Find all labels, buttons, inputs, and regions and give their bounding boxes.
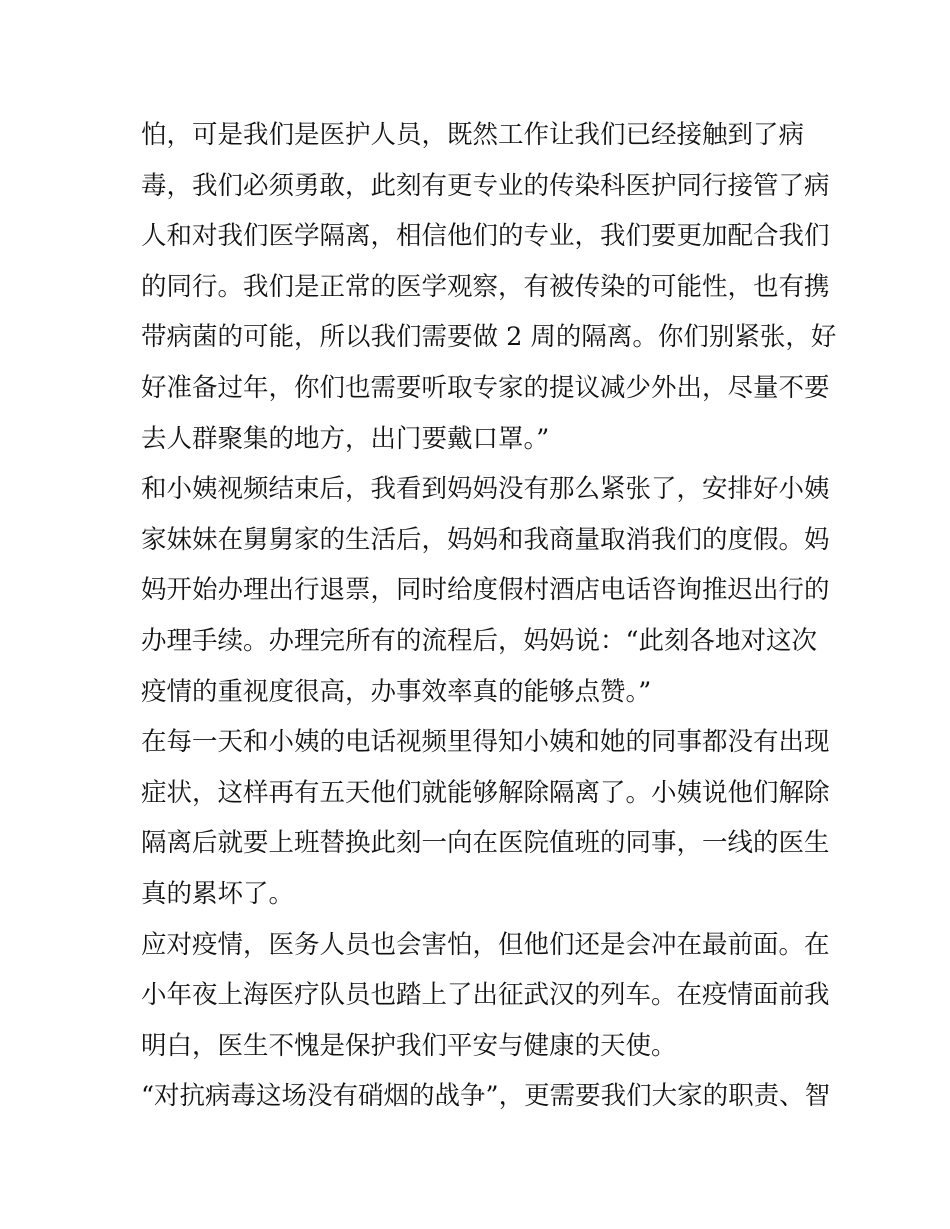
text-line: “对抗病毒这场没有硝烟的战争”，更需要我们大家的职责、智	[141, 1081, 831, 1112]
text-line: 好准备过年，你们也需要听取专家的提议减少外出，尽量不要	[141, 372, 830, 403]
text-line: 毒，我们必须勇敢，此刻有更专业的传染科医护同行接管了病	[141, 170, 830, 201]
text-line: 疫情的重视度很高，办事效率真的能够点赞。”	[141, 676, 652, 707]
text-line: 家妹妹在舅舅家的生活后，妈妈和我商量取消我们的度假。妈	[141, 524, 830, 555]
text-line: 的同行。我们是正常的医学观察，有被传染的可能性，也有携	[141, 271, 830, 302]
text-line: 隔离后就要上班替换此刻一向在医院值班的同事，一线的医生	[141, 828, 830, 859]
document-body	[141, 110, 837, 1122]
text-line: 去人群聚集的地方，出门要戴口罩。”	[141, 423, 550, 454]
text-line: 真的累坏了。	[141, 878, 295, 909]
text-line: 和小姨视频结束后，我看到妈妈没有那么紧张了，安排好小姨	[141, 474, 830, 505]
text-line: 人和对我们医学隔离，相信他们的专业，我们要更加配合我们	[141, 221, 830, 252]
text-line: 应对疫情，医务人员也会害怕，但他们还是会冲在最前面。在	[141, 929, 830, 960]
text-line: 明白，医生不愧是保护我们平安与健康的天使。	[141, 1030, 677, 1061]
text-line: 症状，这样再有五天他们就能够解除隔离了。小姨说他们解除	[141, 777, 830, 808]
text-line: 带病菌的可能，所以我们需要做 2 周的隔离。你们别紧张，好	[141, 322, 837, 353]
text-line: 在每一天和小姨的电话视频里得知小姨和她的同事都没有出现	[141, 727, 830, 758]
text-line: 办理手续。办理完所有的流程后，妈妈说：“此刻各地对这次	[141, 625, 818, 656]
text-line: 小年夜上海医疗队员也踏上了出征武汉的列车。在疫情面前我	[141, 980, 830, 1011]
text-line: 怕，可是我们是医护人员，既然工作让我们已经接触到了病	[141, 120, 805, 150]
text-line: 妈开始办理出行退票，同时给度假村酒店电话咨询推迟出行的	[141, 575, 830, 606]
